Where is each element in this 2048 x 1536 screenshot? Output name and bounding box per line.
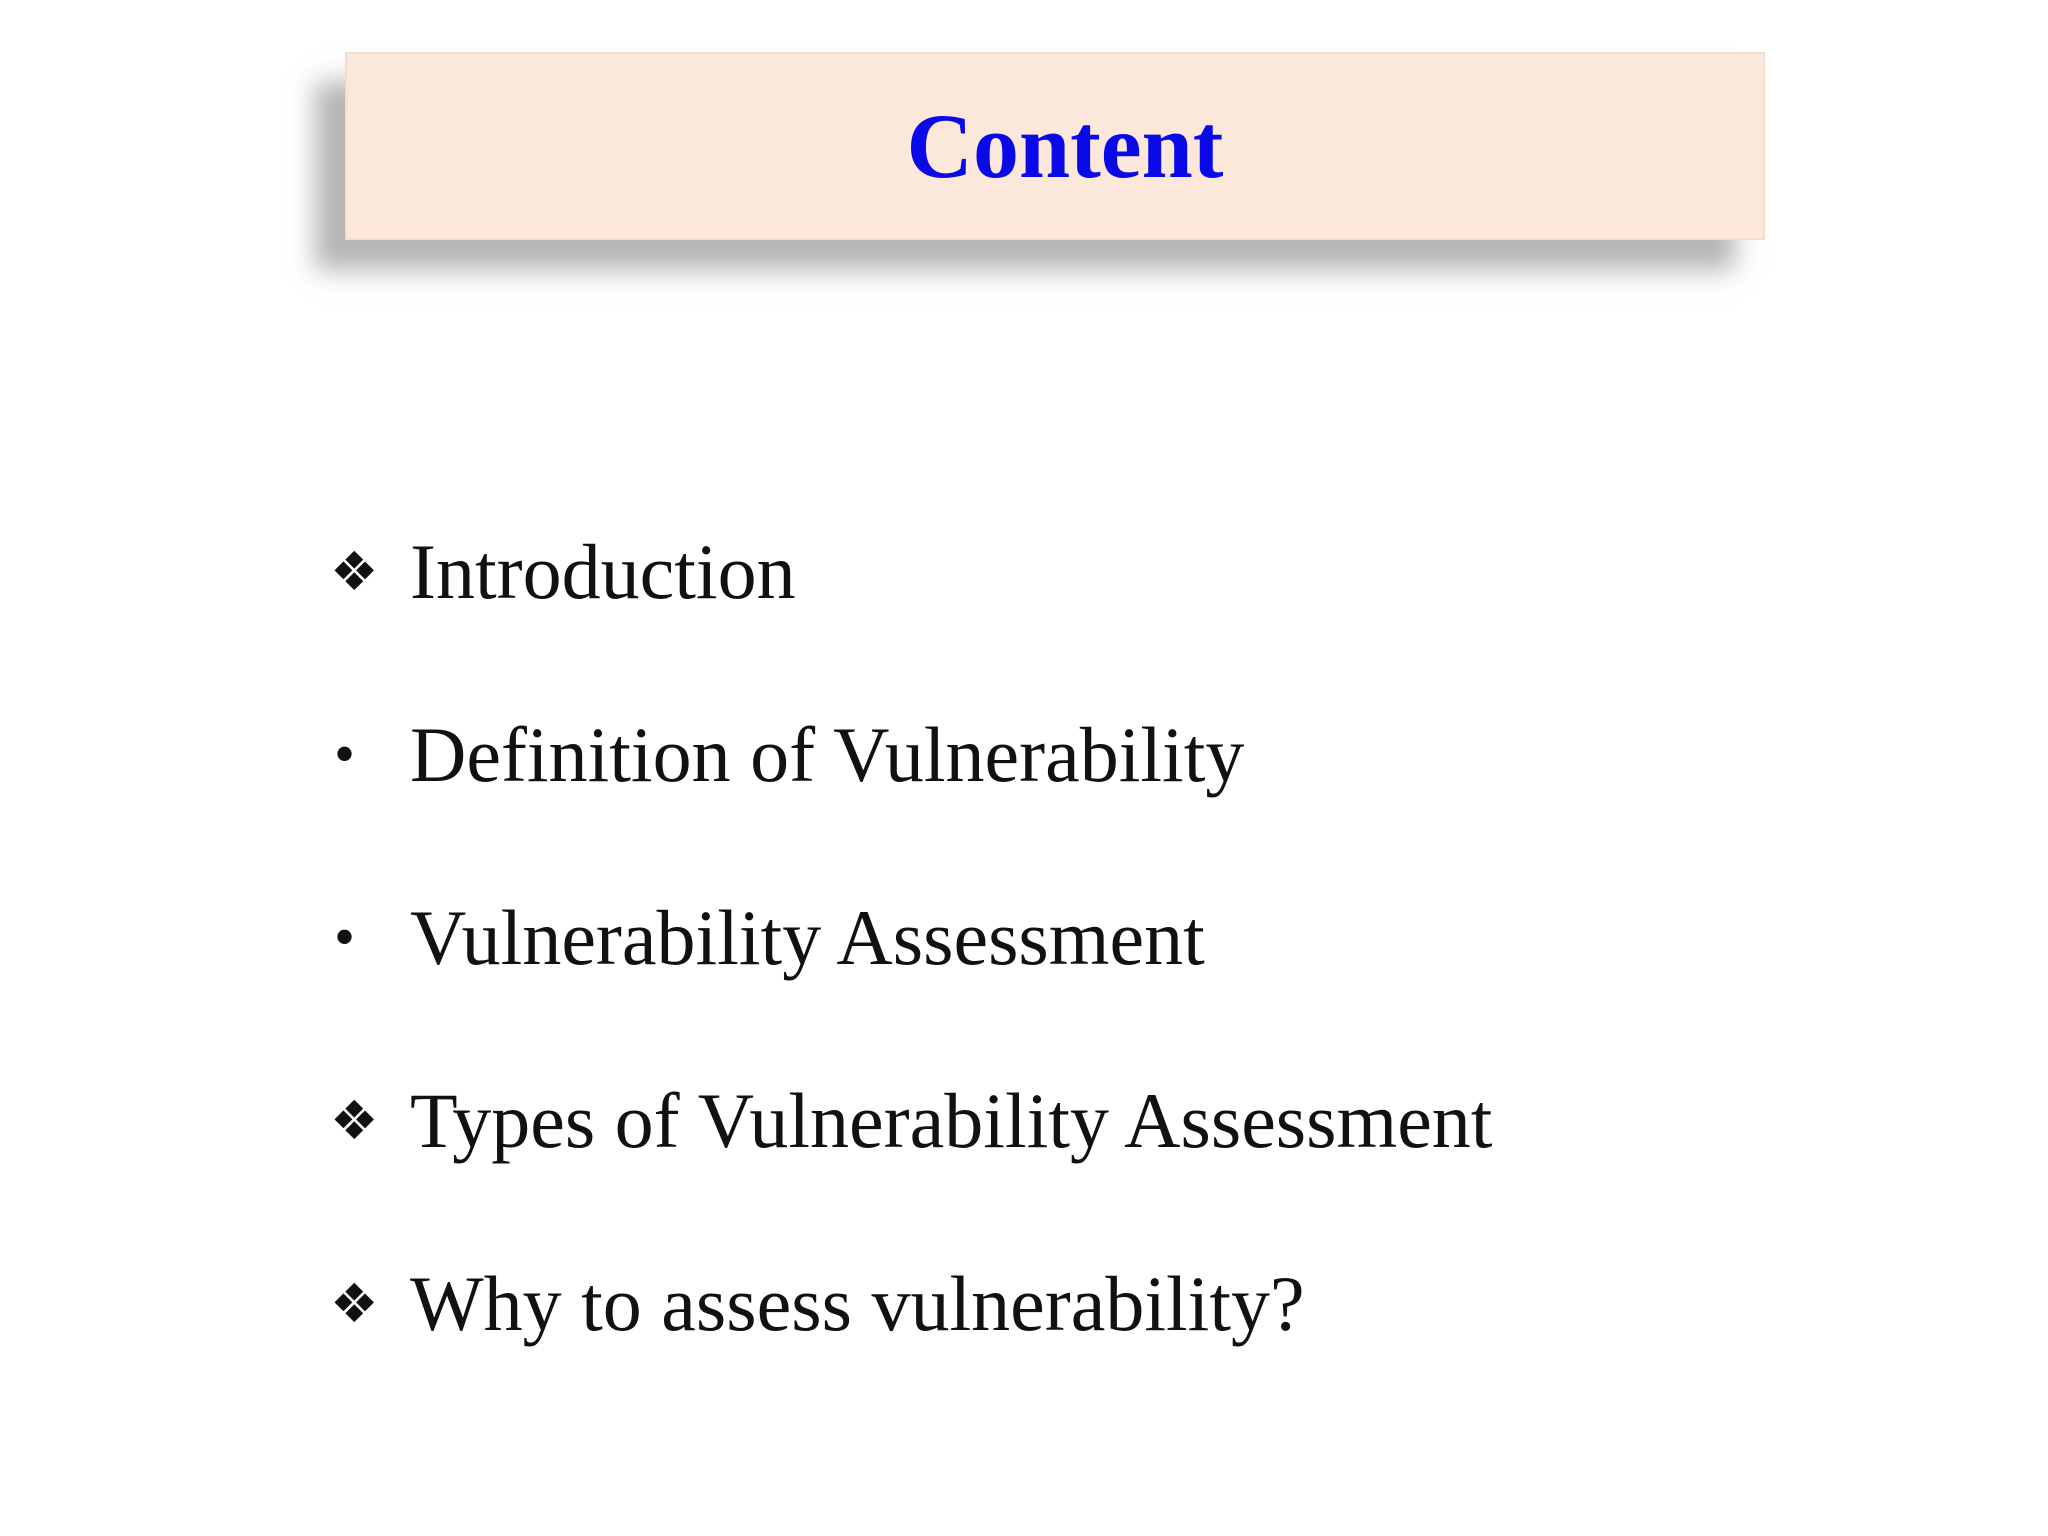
slide-title: Content [906, 95, 1224, 197]
list-item [330, 846, 1830, 1029]
list-item [330, 663, 1830, 846]
diamond-bullet-icon: ❖ [330, 540, 379, 603]
list-item [330, 1212, 1830, 1395]
diamond-bullet-icon: ❖ [330, 1272, 379, 1335]
list-item [330, 480, 1830, 663]
list-item-text: Definition of Vulnerability [410, 710, 1245, 798]
content-list [330, 480, 1830, 1395]
round-bullet-icon: • [334, 721, 356, 787]
list-item-text: Introduction [410, 527, 796, 615]
diamond-bullet-icon: ❖ [330, 1089, 379, 1152]
title-banner [345, 52, 1765, 240]
list-item [330, 1029, 1830, 1212]
list-item-text: Vulnerability Assessment [410, 893, 1205, 981]
list-item-text: Why to assess vulnerability? [410, 1259, 1305, 1347]
list-item-text: Types of Vulnerability Assessment [410, 1076, 1493, 1164]
round-bullet-icon: • [334, 904, 356, 970]
